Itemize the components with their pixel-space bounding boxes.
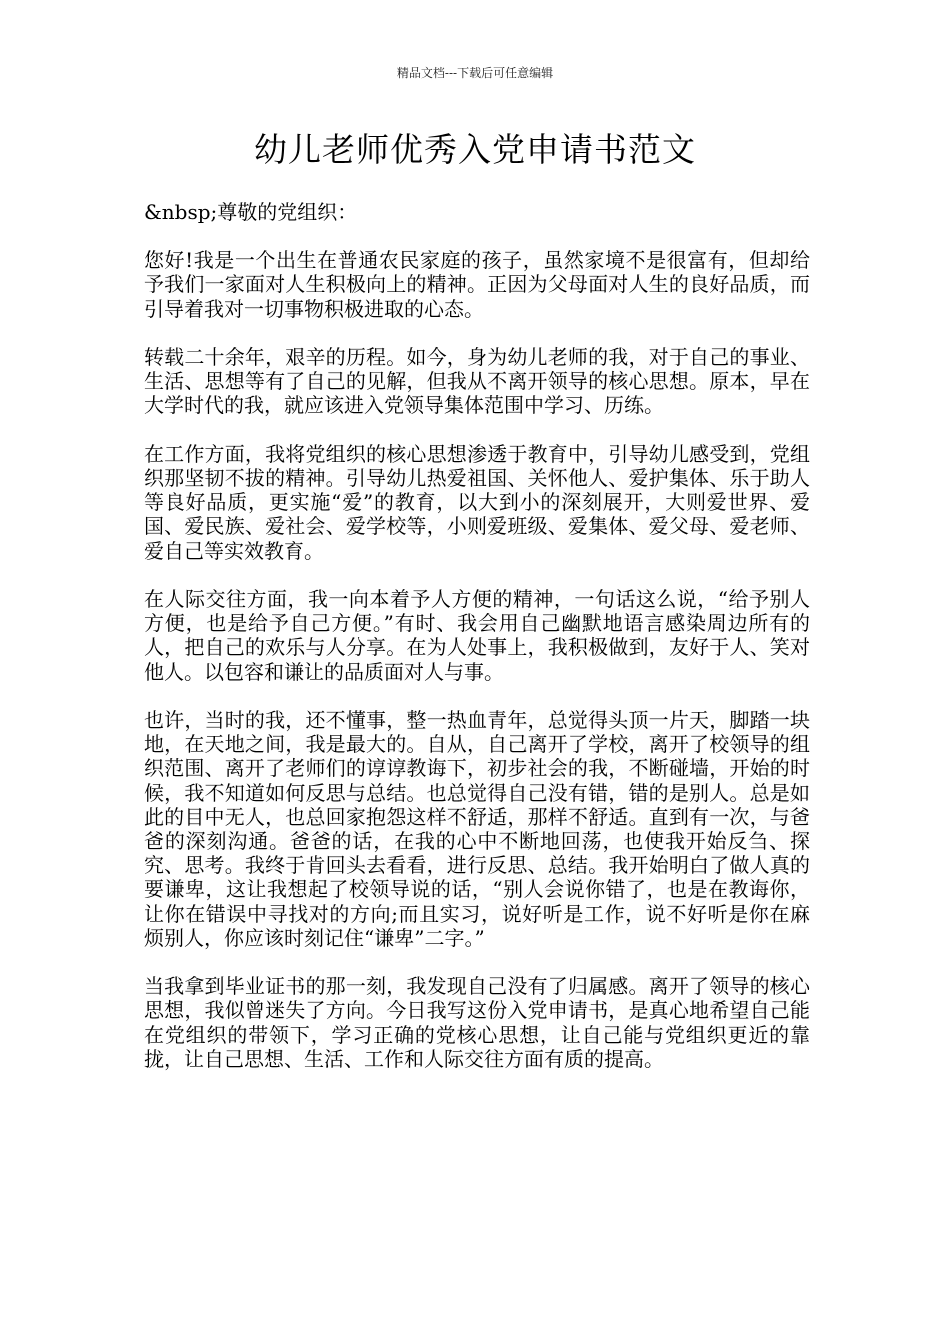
page-header: 精品文档---下载后可任意编辑 [396, 66, 554, 80]
paragraph-2: 转载二十余年，艰辛的历程。如今，身为幼儿老师的我，对于自己的事业、生活、思想等有了自己的见解，但我从不离开领导的核心思想。原本，早在大学时代的我，就应该进入党领导集体范围中学习、历练。 [144, 345, 810, 418]
paragraph-1: 您好!我是一个出生在普通农民家庭的孩子，虽然家境不是很富有，但却给予我们一家面对人生积极向上的精神。正因为父母面对人生的良好品质，而引导着我对一切事物积极进取的心态。 [144, 248, 810, 321]
document-title: 幼儿老师优秀入党申请书范文 [254, 130, 696, 169]
paragraph-6: 当我拿到毕业证书的那一刻，我发现自己没有了归属感。离开了领导的核心思想，我似曾迷失了方向。今日我写这份入党申请书，是真心地希望自己能在党组织的带领下，学习正确的党核心思想，让自己能与党组织更近的靠拢，让自己思想、生活、工作和人际交往方面有质的提高。 [144, 974, 810, 1071]
paragraph-5: 也许，当时的我，还不懂事，整一热血青年，总觉得头顶一片天，脚踏一块地，在天地之间，我是最大的。自从，自己离开了学校，离开了校领导的组织范围、离开了老师们的谆谆教诲下，初步社会的我，不断碰墙，开始的时候，我不知道如何反思与总结。也总觉得自己没有错，错的是别人。总是如此的目中无人，也总回家抱怨这样不舒适，那样不舒适。直到有一次，与爸爸的深刻沟通。爸爸的话，在我的心中不断地回荡，也使我开始反刍、探究、思考。我终于肯回头去看看，进行反思、总结。我开始明白了做人真的要谦卑，这让我想起了校领导说的话，“别人会说你错了，也是在教诲你，让你在错误中寻找对的方向;而且实习，说好听是工作，说不好听是你在麻烦别人，你应该时刻记住“谦卑”二字。” [144, 708, 810, 950]
document-body [144, 200, 810, 1095]
paragraph-4: 在人际交往方面，我一向本着予人方便的精神，一句话这么说，“给予别人方便，也是给予自己方便。”有时、我会用自己幽默地语言感染周边所有的人，把自己的欢乐与人分享。在为人处事上，我积极做到，友好于人、笑对他人。以包容和谦让的品质面对人与事。 [144, 587, 810, 684]
paragraph-3: 在工作方面，我将党组织的核心思想渗透于教育中，引导幼儿感受到，党组织那坚韧不拔的精神。引导幼儿热爱祖国、关怀他人、爱护集体、乐于助人等良好品质，更实施“爱”的教育，以大到小的深刻展开，大则爱世界、爱国、爱民族、爱社会、爱学校等，小则爱班级、爱集体、爱父母、爱老师、爱自己等实效教育。 [144, 441, 810, 563]
salutation: &nbsp;尊敬的党组织： [144, 200, 358, 224]
